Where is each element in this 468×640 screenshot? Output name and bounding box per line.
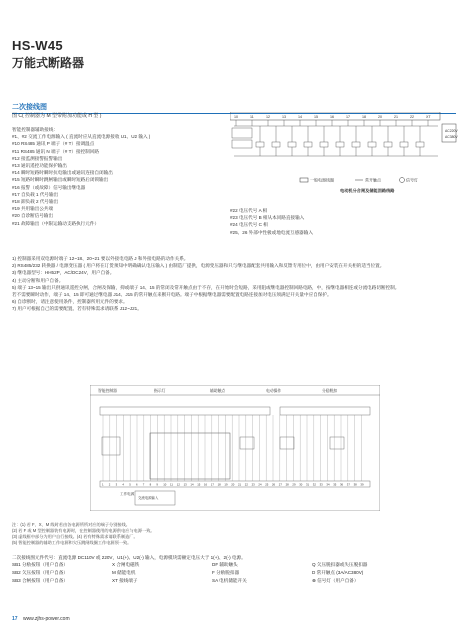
terminal-description-item: #12 接监测接警报警输出 (12, 155, 63, 161)
section-heading: 二次接线图 (12, 102, 456, 114)
note-item: 1) 控制器采用双电源时端子 12~18、20~21 要以外接电电路 J 和外接电路的动作关系。 (12, 256, 189, 261)
terminal-description-item: 智能控制器辅助接线： (12, 127, 58, 132)
code-cell: SB2 欠压按钮（用户自备） (12, 570, 68, 575)
bottom-terminal-label: 10 (163, 482, 167, 487)
terminal-description-item: #18 卸负载 2 代号输出 (12, 199, 59, 205)
symbol-legend (300, 177, 418, 183)
terminal-description-item: #16 报警（或故障）信号输出继电器 (12, 184, 86, 190)
bottom-terminal-label: 35 (333, 482, 337, 487)
diagram1-caption: 电动机分合闸及储能回路线路 (340, 188, 395, 193)
bottom-terminal-label: 18 (217, 482, 221, 487)
bottom-terminal-label: 6 (136, 482, 138, 487)
code-cell: ⊗ 信号灯（用户自备） (312, 578, 359, 583)
wiring-block-label: 智能控制器 (98, 389, 117, 393)
wiring-diagram (90, 385, 380, 511)
bottom-terminal-label: 36 (340, 482, 344, 487)
bottom-terminal-label: 4 (122, 482, 124, 487)
bottom-terminal-label: 34 (326, 482, 330, 487)
terminal-label: 14 (298, 115, 302, 119)
notes-block (12, 255, 458, 313)
terminal-label: 17 (346, 115, 350, 119)
bottom-terminal-label: 12 (176, 482, 180, 487)
bottom-terminal-label: 17 (210, 482, 214, 487)
terminal-label: XT (426, 115, 431, 119)
bottom-terminal-label: 29 (292, 482, 296, 487)
legend-contact-label: 常开触点 (365, 177, 381, 183)
bottom-terminal-label: 9 (156, 482, 158, 487)
wiring-block-label: 电动操作 (266, 389, 282, 393)
note-item: 5) 端子 13~15 输出只供通讯遥控分闸，合闸及保输，抑或端子 14、15 的常闭及常开触点由于不存，在开始时会短路，采用阻或继电器控制回路电路，中，按继电器相连或分流电路切断控制。 (12, 284, 400, 290)
relay-coil (336, 142, 344, 147)
bottom-terminal-label: 20 (231, 482, 235, 487)
terminal-label: 20 (378, 115, 382, 119)
terminal-label: 22 (410, 115, 414, 119)
footnote-item: (3) 虚线框中部分为用户自行接线。(4) 若有特殊需求请联系制造厂。 (12, 534, 138, 539)
component-code-table (12, 562, 458, 586)
terminal-label: 10 (234, 115, 238, 119)
bottom-terminal-label: 7 (142, 482, 145, 487)
bottom-terminal-label: 33 (319, 482, 323, 487)
relay-coil (256, 142, 264, 147)
terminal-description-item: #11 RS485 通讯 N 端子（# T）接控制回路 (12, 148, 99, 154)
code-row (12, 570, 458, 578)
voltage-terminal-item: #25、26 外部中性极或地电流互感器输入 (230, 229, 313, 235)
relay-coil (384, 142, 392, 147)
bottom-terminal-label: 31 (306, 482, 310, 487)
page-title: HS-W45 (12, 38, 63, 53)
terminal-description-item: #20 自诊断信号输出 (12, 213, 54, 219)
code-cell: Q 欠压脱扣器或失压脱扣器 (312, 562, 368, 567)
bottom-terminal-label: 5 (129, 482, 131, 487)
bottom-terminal-label: 13 (183, 482, 187, 487)
note-item: 2) RS485/232 转换器 / 电源变压器 ( 用户将在订货须知中明确确认电压输入 ) 由制造厂提供，电源变压器和只与继电器配套共用输入和反馈专用位中，由用户安装在开关柜的适当位置。 (12, 263, 385, 269)
bottom-terminal-label: 19 (224, 482, 228, 487)
terminal-label: 16 (330, 115, 334, 119)
bottom-terminal-label: 11 (170, 482, 173, 487)
terminal-description-item: #1、#2 交流工作电源输入 ( 直流时应从直流电源接收 U1、U2 输入 ) (12, 134, 151, 140)
supply-label-2: AC380V (445, 135, 458, 139)
code-cell: SB1 分励按钮（用户自备） (12, 562, 68, 567)
code-cell: DF 辅助触头 (212, 562, 238, 567)
relay-coil (272, 142, 280, 147)
bottom-terminal-label: 1 (102, 482, 104, 487)
note-item: 3) 继电器型号：HH52P，AC/DC24V，用户自备。 (12, 270, 115, 276)
bottom-terminal-label: 15 (197, 482, 201, 487)
page-number: 17 (12, 616, 18, 622)
code-cell: SA 电机储能开关 (212, 578, 247, 583)
bottom-terminal-label: 8 (149, 482, 152, 487)
voltage-terminal-item: #23 电压代号 B 相从本同路直接输入 (230, 215, 305, 221)
bottom-terminal-label: 38 (353, 482, 357, 487)
code-cell: D 常开触点 (3A/AC380V) (312, 570, 364, 575)
terminal-description-item: #14 瞬时短路时瞬时抗电输出或通讯连接自闭输出 (12, 170, 113, 176)
page-subtitle: 万能式断路器 (12, 56, 85, 70)
legend-coil-label: 一般电器线圈 (310, 177, 334, 183)
relay-coil (416, 142, 424, 147)
terminal-label: 18 (362, 115, 366, 119)
control-circuit-diagram (230, 112, 458, 196)
relay-coil (352, 142, 360, 147)
code-cell: F 分励脱扣器 (212, 570, 240, 575)
wiring-block-label: 指示灯 (154, 389, 166, 393)
bottom-terminal-label: 30 (299, 482, 303, 487)
bottom-terminal-label: 23 (251, 482, 255, 487)
footnote-item: (2) 若 F 或 M 型控制器装有电源时，在控制器使用的电源供电应与电源一致。 (12, 528, 155, 533)
relay-coil (400, 142, 408, 147)
terminal-description-item: #15 短路时瞬时跳闸输出或瞬时短路后闭锁输出 (12, 177, 109, 183)
website-link[interactable]: www.zjhs-power.com (22, 616, 70, 622)
bottom-terminal-label: 28 (285, 482, 289, 487)
terminal-label: 12 (266, 115, 270, 119)
code-cell: X 合闸电磁铁 (112, 562, 140, 567)
wiring-block-label: 分励脱扣 (322, 389, 338, 393)
bottom-terminal-label: 24 (258, 482, 262, 487)
bottom-terminal-label: 22 (244, 482, 248, 487)
terminal-description-item: #19 共用输出公共端 (12, 206, 54, 212)
code-cell: M 储能电机 (112, 570, 136, 575)
terminal-description-item: #21 故障输出（中限运输动支路执行元件） (12, 220, 100, 226)
bottom-terminal-label: 27 (278, 482, 282, 487)
footnotes (12, 522, 458, 546)
relay-coil (368, 142, 376, 147)
bottom-terminal-label: 39 (360, 482, 364, 487)
note-item: 7) 用户可根据自己的需要配置。若有特殊需求请联系 J12~J21。 (12, 306, 142, 312)
figure-title: 图 C( 控制器为 M 型带附加功能或 H 型 ) (12, 113, 102, 119)
bottom-terminal-label: 25 (265, 482, 269, 487)
bottom-terminal-label: 14 (190, 482, 194, 487)
bottom-terminal-label: 16 (204, 482, 208, 487)
footnote-item: (5) 智能控制器的辅助工作电源和欠压跳闸线圈工作电源须一致。 (12, 540, 132, 545)
page-footer (12, 616, 70, 622)
relay-coil (320, 142, 328, 147)
code-section-title: 二次接线图元件代号：直流电源 DC110V 或 220V，U1(+)、U2(-) 输入，电源模块需额定电压大于 1(+)、2(-) 电源。 (12, 555, 246, 560)
bottom-terminal-label: 37 (346, 482, 350, 487)
relay-coil (288, 142, 296, 147)
code-row (12, 578, 458, 586)
terminal-description-item: #17 自负载 1 代号输出 (12, 191, 59, 197)
bottom-terminal-label: 2 (108, 482, 111, 487)
bottom-terminal-label: 21 (238, 482, 242, 487)
terminal-description-list (12, 126, 222, 227)
bottom-terminal-label: 32 (312, 482, 316, 487)
terminal-description-item: #13 通讯遥控功能保护输出 (12, 163, 67, 169)
supply-label-1: AC220V (445, 129, 458, 133)
terminal-label: 13 (282, 115, 286, 119)
code-row (12, 562, 458, 570)
bottom-terminal-label: 3 (115, 482, 118, 487)
voltage-terminal-item: #24 电压代号 C 相 (230, 222, 268, 228)
note-item: 6) 自诊断时，请注意使用条件，控制器所用元件的要求。 (12, 299, 128, 305)
voltage-terminal-item: #22 电压代号 A 相 (230, 208, 268, 213)
wiring-block-label: 辅助触点 (210, 389, 226, 393)
input-label: 交流电源输入 (138, 496, 159, 500)
voltage-terminal-list (230, 207, 460, 236)
note-item: 若不需要瞬时动作，端子 14、15 即可通过继电器 J14、J15 的常开触点来断开电路。端子中根据继电器需要配置电路连接加对电压须满足开关量中应自保护。 (12, 292, 332, 298)
terminal-label: 15 (314, 115, 318, 119)
code-cell: XT 接线端子 (112, 578, 138, 583)
legend-lamp-label: 信号灯 (406, 177, 418, 183)
terminal-description-item: #10 RS485 通讯 P 端子（# T）接调温点 (12, 141, 95, 147)
code-cell: SB3 合闸按钮（用户自备） (12, 578, 68, 583)
power-label: 工作电源 (120, 492, 135, 496)
footnote-item: 注：(1) 若 F、X、M 线时若由各电源所所对应的端子分别接线。 (12, 522, 130, 527)
terminal-label: 11 (250, 115, 254, 119)
terminal-label: 21 (394, 115, 398, 119)
relay-coil (304, 142, 312, 147)
note-item: 4) 主动分断和用户自备。 (12, 277, 64, 283)
bottom-terminal-label: 26 (272, 482, 276, 487)
